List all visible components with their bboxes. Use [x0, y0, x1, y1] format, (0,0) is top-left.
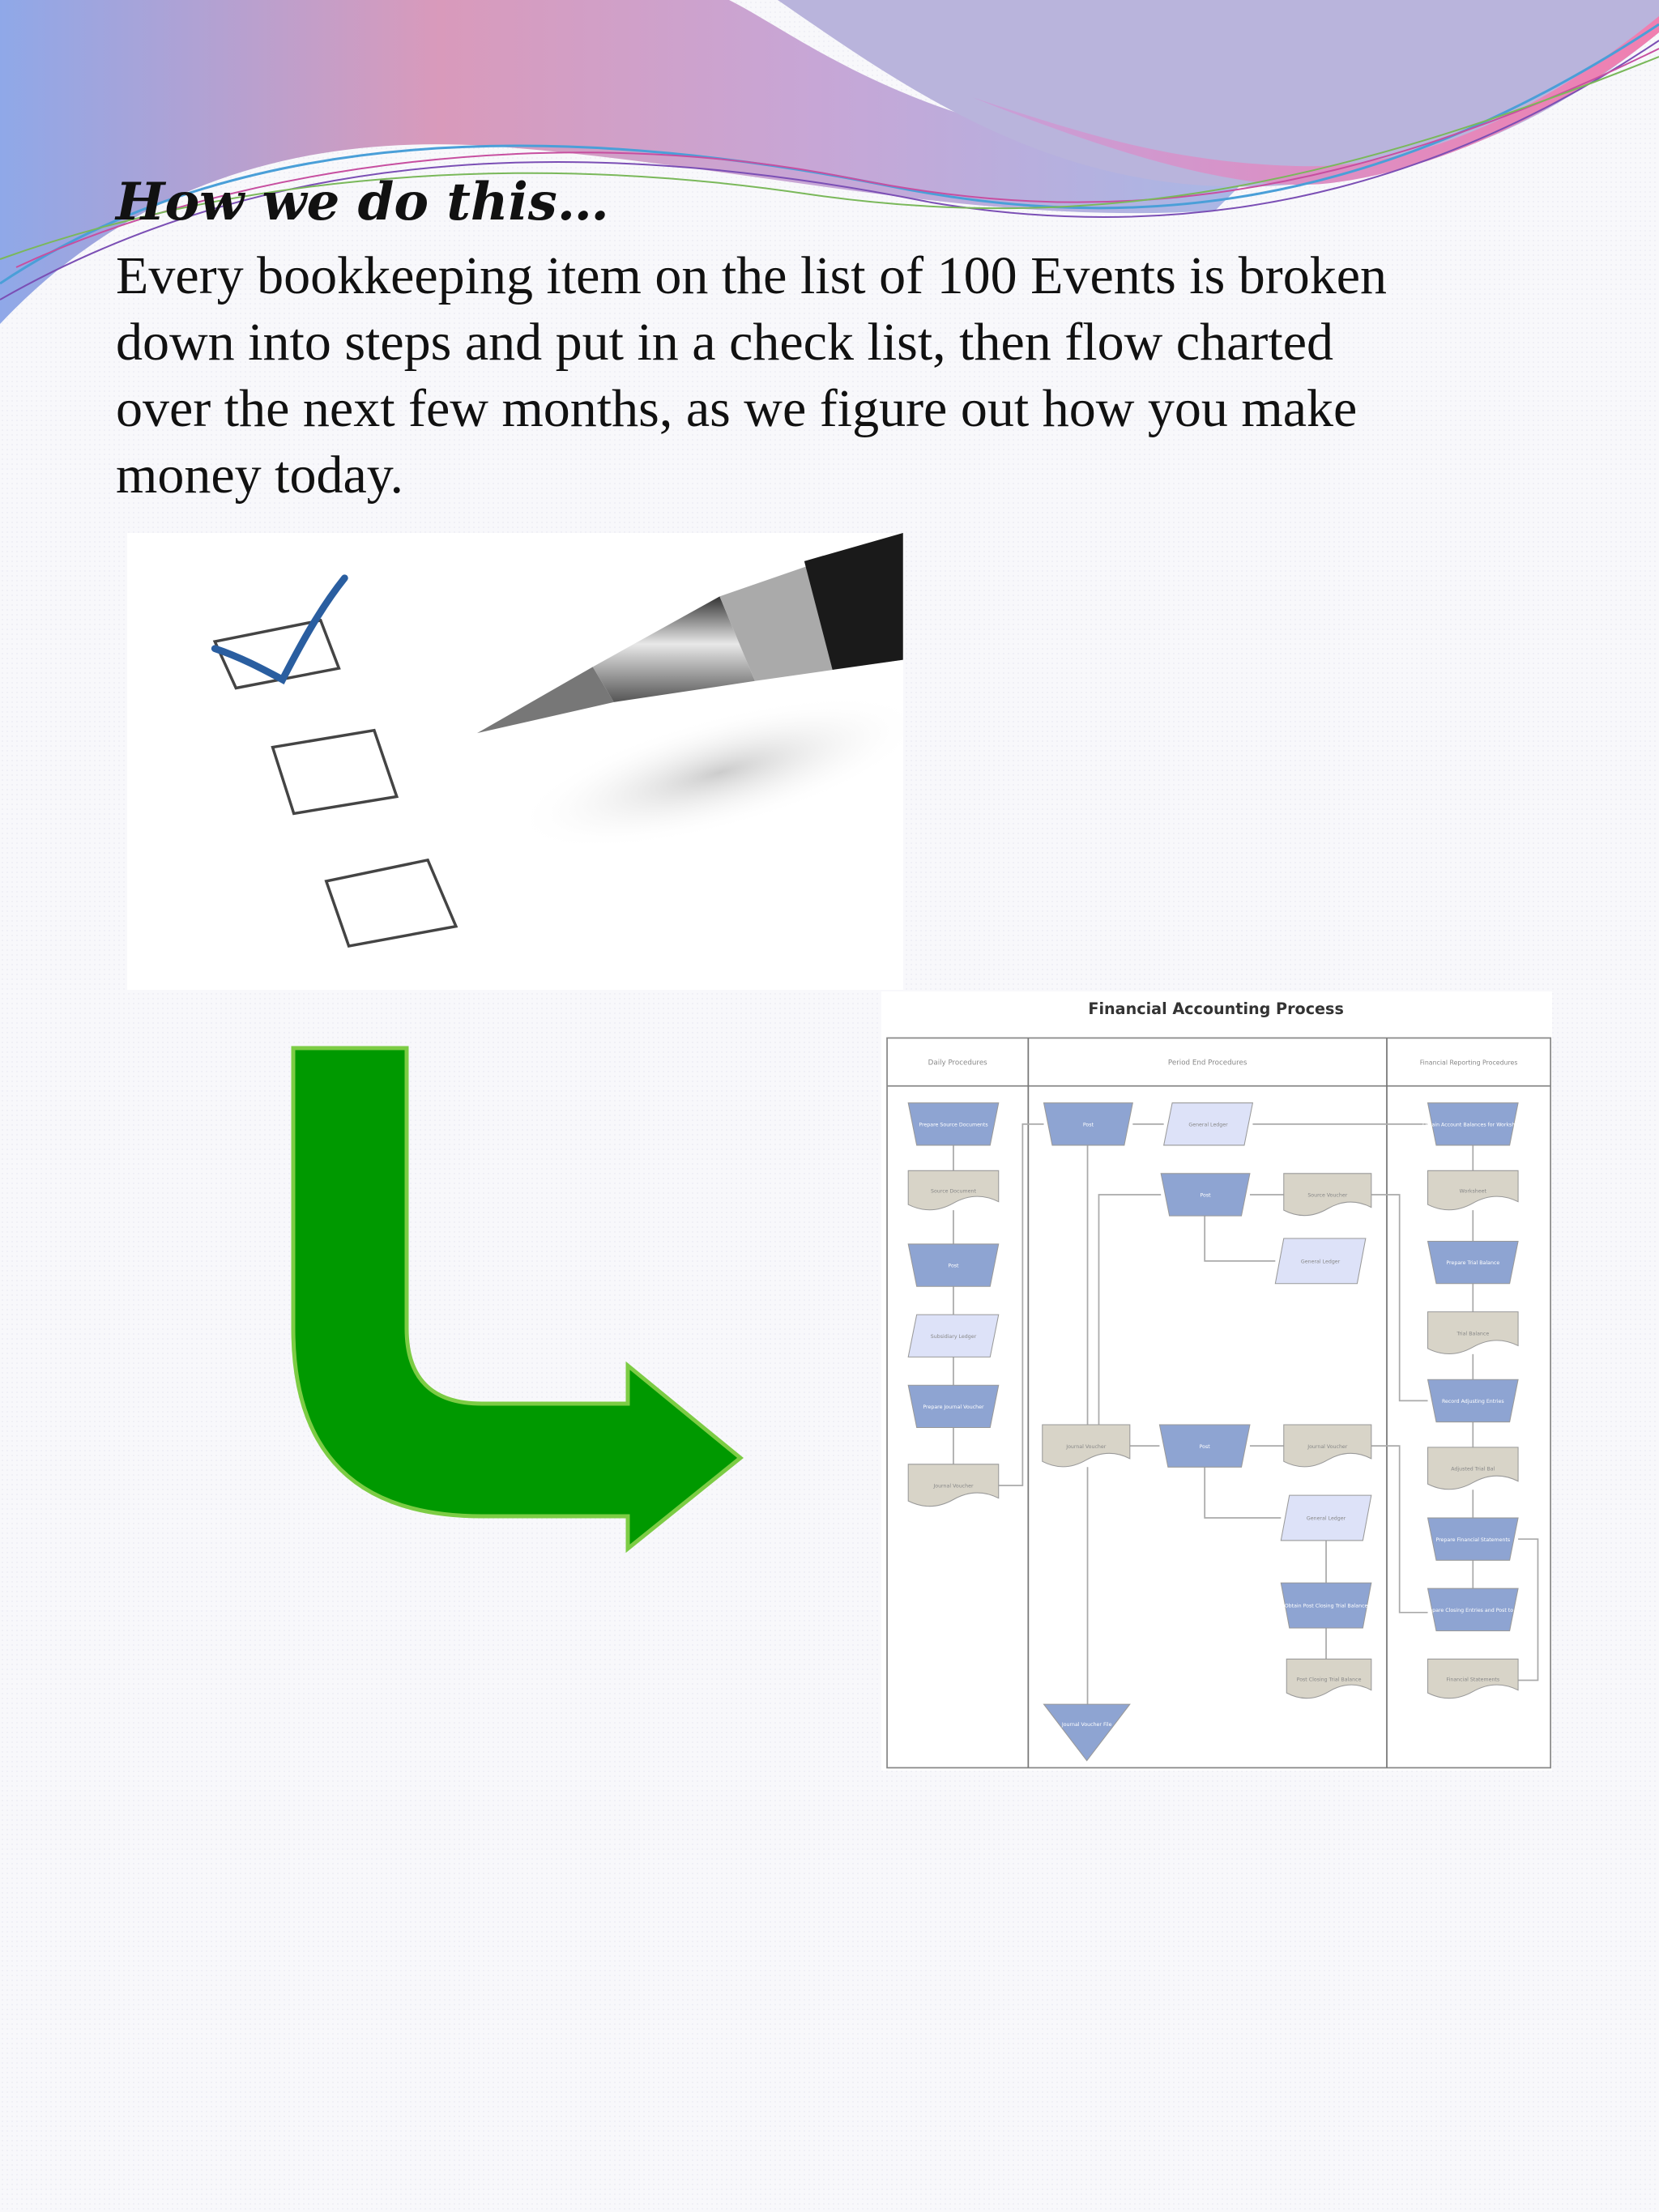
flowchart-shape-label: Prepare Trial Balance [1446, 1260, 1500, 1267]
checkbox-empty [273, 731, 397, 814]
flowchart-shape-label: Journal Voucher [933, 1483, 974, 1490]
flowchart-shape-label: Prepare Journal Voucher [923, 1404, 984, 1410]
flowchart-shape-label: Journal Voucher File [1061, 1722, 1112, 1728]
flowchart-shape-label: Post [948, 1263, 959, 1269]
flowchart-shape-label: Prepare Closing Entries and Post to GL [1424, 1607, 1522, 1613]
flowchart-shape-label: Subsidiary Ledger [930, 1333, 977, 1340]
flowchart-shape-label: Post [1199, 1443, 1210, 1450]
flowchart-shape-label: Financial Statements [1446, 1677, 1500, 1683]
lane-header: Financial Reporting Procedures [1419, 1059, 1518, 1067]
flowchart-shape-label: Journal Voucher [1307, 1443, 1348, 1450]
body-line: down into steps and put in a check list, then flow charted [116, 313, 1333, 372]
flowchart-shape-label: Adjusted Trial Bal [1451, 1466, 1495, 1473]
flowchart-shape-label: Source Voucher [1307, 1192, 1348, 1199]
flowchart-shape-label: Post [1082, 1122, 1094, 1128]
flowchart-shape-label: General Ledger [1300, 1259, 1341, 1265]
slide-body-text [116, 243, 1574, 509]
green-down-right-arrow-icon [275, 1037, 761, 1563]
flowchart-shape-label: Obtain Post Closing Trial Balance [1284, 1603, 1368, 1609]
flowchart-shape-label: Record Adjusting Entries [1441, 1399, 1504, 1405]
flowchart-shape-label: General Ledger [1188, 1122, 1228, 1128]
checklist-pen-image [127, 533, 903, 990]
slide-heading: How we do this… [116, 172, 609, 232]
checkbox-empty [326, 860, 456, 946]
flowchart-shape-label: Obtain Account Balances for Worksheet [1422, 1122, 1524, 1128]
lane-header: Daily Procedures [928, 1059, 987, 1068]
flowchart-shape [1044, 1704, 1130, 1761]
flowchart-shape-label: Prepare Source Documents [919, 1122, 988, 1128]
flowchart-shape-label: Journal Voucher [1066, 1443, 1107, 1450]
flowchart-shape-label: Prepare Financial Statements [1435, 1536, 1511, 1543]
flowchart-title: Financial Accounting Process [1088, 999, 1344, 1018]
flowchart-shape-label: Worksheet [1459, 1188, 1486, 1195]
flowchart-shape-label: General Ledger [1306, 1515, 1346, 1522]
flowchart-shape-label: Post [1200, 1192, 1211, 1199]
body-line: over the next few months, as we figure out how you make [116, 379, 1358, 438]
lane-header: Period End Procedures [1167, 1059, 1247, 1068]
financial-accounting-flowchart [881, 991, 1552, 1771]
flowchart-shape-label: Post Closing Trial Balance [1296, 1677, 1362, 1683]
body-line: Every bookkeeping item on the list of 100 Events is broken [116, 246, 1388, 305]
flowchart-shape-label: Trial Balance [1456, 1331, 1490, 1337]
body-line: money today. [116, 445, 403, 505]
flowchart-shape-label: Source Document [930, 1188, 976, 1195]
